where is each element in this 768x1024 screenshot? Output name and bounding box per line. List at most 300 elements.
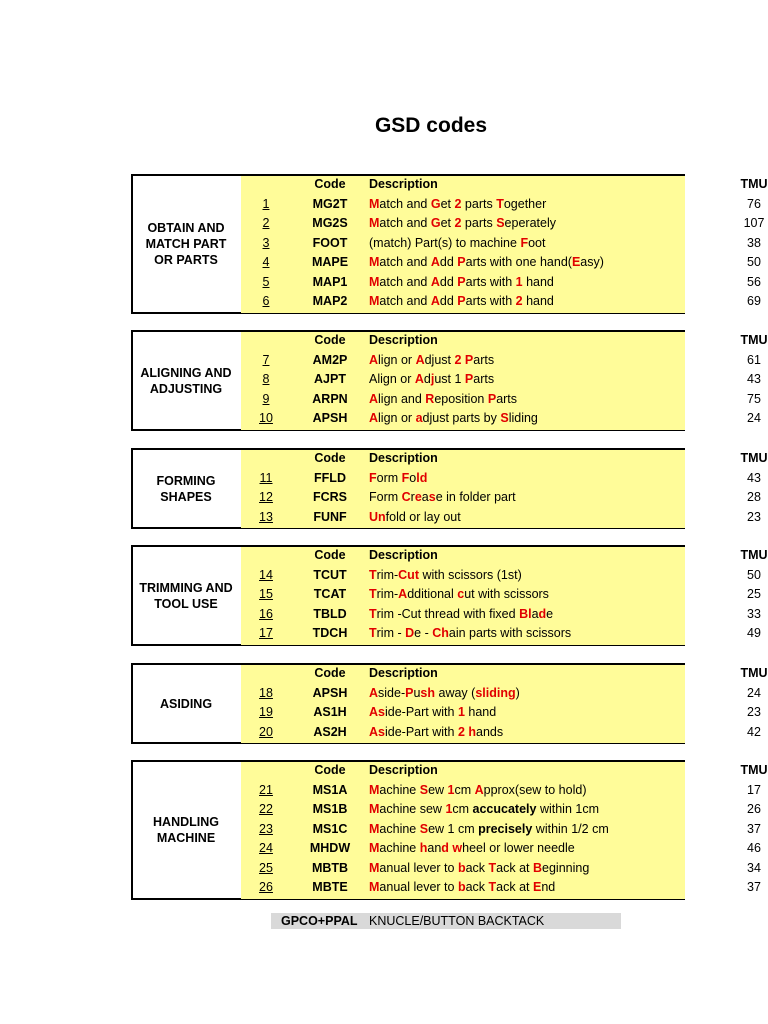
table-row xyxy=(241,195,761,214)
description-text: arts with one hand( xyxy=(465,255,572,269)
row-code: MBTB xyxy=(311,861,349,875)
group-label-line: TRIMMING AND xyxy=(139,581,233,595)
description-text: djust parts by xyxy=(422,411,501,425)
row-description xyxy=(369,510,461,524)
row-description xyxy=(369,275,554,289)
highlight-letter: M xyxy=(369,197,380,211)
highlight-letter: P xyxy=(457,275,466,289)
row-description xyxy=(369,568,522,582)
highlight-letter: M xyxy=(369,275,380,289)
highlight-letter: b xyxy=(457,880,466,894)
description-text: a xyxy=(421,490,429,504)
row-tmu: 25 xyxy=(747,587,761,601)
row-tmu: 24 xyxy=(747,411,761,425)
description-text: u xyxy=(413,686,421,700)
row-description xyxy=(369,392,517,406)
table-row xyxy=(241,800,761,819)
row-tmu: 23 xyxy=(747,510,761,524)
highlight-letter: d xyxy=(538,607,547,621)
description-text: ew xyxy=(428,783,448,797)
row-code: FCRS xyxy=(312,490,348,504)
description-text: ack at xyxy=(496,861,533,875)
highlight-letter: D xyxy=(405,626,415,640)
highlight-letter: S xyxy=(419,822,429,836)
row-number-link[interactable]: 15 xyxy=(259,587,273,601)
group-label xyxy=(131,814,241,846)
row-code: AM2P xyxy=(312,353,348,367)
table-row xyxy=(241,703,761,722)
row-tmu: 69 xyxy=(747,294,761,308)
group-label xyxy=(131,220,241,268)
group-label-line: MATCH PART xyxy=(145,237,227,251)
group-label-line: OBTAIN AND xyxy=(147,221,225,235)
description-text: achine xyxy=(379,822,420,836)
row-code: MAPE xyxy=(311,255,349,269)
row-number-link[interactable]: 2 xyxy=(262,216,270,230)
row-number-link[interactable]: 20 xyxy=(259,725,273,739)
table-header xyxy=(241,664,768,683)
table-header xyxy=(241,449,768,468)
description-text: anual lever to xyxy=(379,861,458,875)
row-tmu: 42 xyxy=(747,725,761,739)
code-group xyxy=(131,174,768,314)
row-number-link[interactable]: 25 xyxy=(259,861,273,875)
row-code: MAP2 xyxy=(312,294,348,308)
description-text: anual lever to xyxy=(379,880,458,894)
row-code: ARPN xyxy=(312,392,348,406)
description-text: ogether xyxy=(503,197,547,211)
description-text: et xyxy=(440,197,455,211)
highlight-letter: M xyxy=(369,783,380,797)
highlight-letter: M xyxy=(369,802,380,816)
row-code: MS1C xyxy=(312,822,348,836)
highlight-letter: 2 xyxy=(457,725,465,739)
group-label-line: ADJUSTING xyxy=(149,382,223,396)
description-text: ack xyxy=(465,880,489,894)
description-text: within 1/2 cm xyxy=(532,822,609,836)
row-code: MS1B xyxy=(312,802,348,816)
description-text: eperately xyxy=(504,216,556,230)
row-number-link[interactable]: 18 xyxy=(259,686,273,700)
row-code: MS1A xyxy=(312,783,348,797)
row-number-link[interactable]: 12 xyxy=(259,490,273,504)
highlight-letter: c xyxy=(457,587,465,601)
highlight-letter: A xyxy=(414,372,424,386)
table-row xyxy=(241,351,761,370)
description-text: precisely xyxy=(478,822,533,836)
table-row xyxy=(241,859,761,878)
highlight-letter: 1 xyxy=(447,783,455,797)
highlight-letter: A xyxy=(430,294,440,308)
highlight-letter: S xyxy=(500,411,509,425)
table-header xyxy=(241,546,768,565)
row-number-link[interactable]: 7 xyxy=(262,353,270,367)
row-number-link[interactable]: 26 xyxy=(259,880,273,894)
highlight-letter: S xyxy=(419,783,429,797)
row-number-link[interactable]: 14 xyxy=(259,568,273,582)
description-text: parts xyxy=(461,197,497,211)
row-code: TBLD xyxy=(313,607,347,621)
description-text: ands xyxy=(476,725,504,739)
table-row xyxy=(241,390,761,409)
description-text: heel or lower needle xyxy=(462,841,575,855)
table-row xyxy=(241,409,761,428)
group-label-line: MACHINE xyxy=(156,831,216,845)
description-text: achine xyxy=(379,783,420,797)
table-header xyxy=(241,331,768,350)
highlight-letter: 2 xyxy=(454,353,462,367)
description-text: dd xyxy=(439,275,458,289)
header-code: Code xyxy=(314,763,346,777)
highlight-letter: A xyxy=(369,686,379,700)
description-text: atch and xyxy=(379,216,431,230)
description-text: e xyxy=(546,607,554,621)
description-text: rim -Cut thread with fixed xyxy=(376,607,520,621)
highlight-letter: 2 xyxy=(454,197,462,211)
description-text: d xyxy=(423,372,431,386)
table-row xyxy=(241,292,761,311)
group-label xyxy=(131,365,241,397)
header-description: Description xyxy=(369,177,438,191)
row-number-link[interactable]: 9 xyxy=(262,392,270,406)
header-code: Code xyxy=(314,666,346,680)
table-header xyxy=(241,175,768,194)
header-description: Description xyxy=(369,548,438,562)
highlight-letter: M xyxy=(369,841,380,855)
description-text: dd xyxy=(439,255,458,269)
header-description: Description xyxy=(369,763,438,777)
description-text: ide-Part with xyxy=(384,725,458,739)
row-number-link[interactable]: 1 xyxy=(262,197,270,211)
description-text: ide-Part with xyxy=(384,705,458,719)
highlight-letter: s xyxy=(428,490,436,504)
row-number-link[interactable]: 13 xyxy=(259,510,273,524)
highlight-letter: M xyxy=(369,216,380,230)
description-text: eginning xyxy=(542,861,590,875)
highlight-letter: b xyxy=(457,861,466,875)
highlight-letter: A xyxy=(430,255,440,269)
description-text: arts xyxy=(473,372,495,386)
group-label-line: ALIGNING AND xyxy=(140,366,232,380)
row-tmu: 37 xyxy=(747,822,761,836)
table-row xyxy=(241,605,761,624)
description-text: rim- xyxy=(376,568,399,582)
row-description xyxy=(369,705,496,719)
row-code: FUNF xyxy=(313,510,347,524)
description-text: lign or xyxy=(378,353,416,367)
group-bottom-rule xyxy=(241,899,685,900)
header-tmu: TMU xyxy=(740,666,768,680)
description-text: e - xyxy=(414,626,433,640)
group-bottom-rule xyxy=(241,430,685,431)
description-text: o xyxy=(409,471,417,485)
header-tmu: TMU xyxy=(740,177,768,191)
group-label-line: TOOL USE xyxy=(154,597,218,611)
header-description: Description xyxy=(369,451,438,465)
highlight-letter: 1 xyxy=(445,802,453,816)
table-row xyxy=(241,781,761,800)
table-row xyxy=(241,624,761,643)
description-text: orm xyxy=(376,471,402,485)
highlight-letter: G xyxy=(430,197,441,211)
description-text: hand xyxy=(522,275,554,289)
highlight-letter: F xyxy=(369,471,377,485)
table-row xyxy=(241,508,761,527)
highlight-letter: T xyxy=(369,607,377,621)
group-label xyxy=(131,580,241,612)
table-row xyxy=(241,214,765,233)
highlight-letter: M xyxy=(369,294,380,308)
highlight-letter: M xyxy=(369,880,380,894)
row-description xyxy=(369,783,586,797)
highlight-letter: 2 xyxy=(454,216,462,230)
row-code: MHDW xyxy=(309,841,351,855)
description-text: dditional xyxy=(407,587,458,601)
table-row xyxy=(241,370,761,389)
row-description xyxy=(369,725,503,739)
row-tmu: 56 xyxy=(747,275,761,289)
row-number-link[interactable]: 22 xyxy=(259,802,273,816)
row-code: AS2H xyxy=(313,725,347,739)
description-text: (match) Part(s) to machine xyxy=(369,236,521,250)
row-tmu: 34 xyxy=(747,861,761,875)
row-tmu: 46 xyxy=(747,841,761,855)
table-row xyxy=(241,585,761,604)
group-label xyxy=(131,696,241,712)
row-description xyxy=(369,607,553,621)
highlight-letter: 2 xyxy=(515,294,523,308)
header-description: Description xyxy=(369,333,438,347)
description-text: arts with xyxy=(465,294,516,308)
row-description xyxy=(369,861,589,875)
row-tmu: 43 xyxy=(747,471,761,485)
description-text: oot xyxy=(528,236,546,250)
row-tmu: 17 xyxy=(747,783,761,797)
highlight-letter: A xyxy=(398,587,408,601)
highlight-letter: E xyxy=(571,255,581,269)
row-description xyxy=(369,294,554,308)
header-code: Code xyxy=(314,451,346,465)
highlight-letter: 1 xyxy=(515,275,523,289)
row-number-link[interactable]: 10 xyxy=(259,411,273,425)
row-description xyxy=(369,880,555,894)
description-text: djust xyxy=(424,353,455,367)
description-text: ack xyxy=(465,861,489,875)
row-tmu: 28 xyxy=(747,490,761,504)
description-text: ack at xyxy=(496,880,533,894)
description-text: rim - xyxy=(376,626,406,640)
row-number-link[interactable]: 4 xyxy=(262,255,270,269)
highlight-letter: As xyxy=(369,725,385,739)
highlight-letter: M xyxy=(369,255,380,269)
description-text: achine xyxy=(379,841,420,855)
highlight-letter: T xyxy=(496,197,504,211)
highlight-letter: d xyxy=(441,841,449,855)
highlight-letter: 1 xyxy=(457,705,465,719)
row-code: AJPT xyxy=(314,372,346,386)
table-header xyxy=(241,761,768,780)
footer-row xyxy=(271,913,621,929)
description-text: achine sew xyxy=(379,802,446,816)
table-row xyxy=(241,234,761,253)
description-text: accucately xyxy=(472,802,537,816)
row-number-link[interactable]: 17 xyxy=(259,626,273,640)
row-number-link[interactable]: 24 xyxy=(259,841,273,855)
table-row xyxy=(241,566,761,585)
highlight-letter: sh xyxy=(420,686,436,700)
code-group xyxy=(131,545,768,646)
highlight-letter: E xyxy=(533,880,542,894)
row-number-link[interactable]: 19 xyxy=(259,705,273,719)
highlight-letter: As xyxy=(369,705,385,719)
row-description xyxy=(369,411,538,425)
group-bottom-rule xyxy=(241,645,685,646)
row-number-link[interactable]: 16 xyxy=(259,607,273,621)
table-row xyxy=(241,469,761,488)
row-description xyxy=(369,686,520,700)
row-number-link[interactable]: 21 xyxy=(259,783,273,797)
highlight-letter: T xyxy=(369,568,377,582)
row-number-link[interactable]: 23 xyxy=(259,822,273,836)
row-description xyxy=(369,255,604,269)
description-text: a xyxy=(531,607,539,621)
description-text: dd xyxy=(439,294,458,308)
table-row xyxy=(241,273,761,292)
header-code: Code xyxy=(314,548,346,562)
description-text: away ( xyxy=(435,686,476,700)
highlight-letter: P xyxy=(487,392,497,406)
row-tmu: 75 xyxy=(747,392,761,406)
header-tmu: TMU xyxy=(740,451,768,465)
table-row xyxy=(241,839,761,858)
highlight-letter: R xyxy=(425,392,435,406)
description-text: nd xyxy=(541,880,556,894)
description-text: asy) xyxy=(580,255,604,269)
description-text: Form xyxy=(369,490,402,504)
description-text: ain parts with scissors xyxy=(448,626,572,640)
description-text: liding xyxy=(508,411,538,425)
row-description xyxy=(369,802,599,816)
code-group xyxy=(131,448,768,529)
highlight-letter: Bl xyxy=(519,607,532,621)
header-code: Code xyxy=(314,333,346,347)
description-text: hand xyxy=(522,294,554,308)
table-row xyxy=(241,723,761,742)
highlight-letter: Ch xyxy=(432,626,449,640)
row-number-link[interactable]: 11 xyxy=(259,471,273,485)
table-row xyxy=(241,253,761,272)
row-code: TCUT xyxy=(313,568,347,582)
highlight-letter: T xyxy=(369,626,377,640)
description-text: atch and xyxy=(379,294,431,308)
description-text: within 1cm xyxy=(536,802,599,816)
highlight-letter: F xyxy=(401,471,410,485)
highlight-letter: P xyxy=(464,353,474,367)
row-description xyxy=(369,841,575,855)
row-description xyxy=(369,471,427,485)
description-text: fold or lay out xyxy=(385,510,461,524)
highlight-letter: sliding xyxy=(475,686,516,700)
group-bottom-rule xyxy=(241,313,685,314)
highlight-letter: h xyxy=(419,841,428,855)
description-text: ust 1 xyxy=(434,372,465,386)
description-text: cm xyxy=(454,783,475,797)
row-tmu: 50 xyxy=(747,568,761,582)
row-code: MAP1 xyxy=(312,275,348,289)
row-tmu: 26 xyxy=(747,802,761,816)
row-tmu: 107 xyxy=(743,216,765,230)
description-text: ut with scissors xyxy=(464,587,549,601)
description-text: lign or xyxy=(378,411,416,425)
description-text: Align or xyxy=(369,372,415,386)
description-text: cm xyxy=(452,802,473,816)
row-number-link[interactable]: 3 xyxy=(262,236,270,250)
highlight-letter: h xyxy=(468,725,477,739)
row-tmu: 43 xyxy=(747,372,761,386)
highlight-letter: Un xyxy=(369,510,386,524)
description-text: rim- xyxy=(376,587,399,601)
row-number-link[interactable]: 6 xyxy=(262,294,270,308)
description-text: atch and xyxy=(379,197,431,211)
code-group xyxy=(131,663,768,744)
description-text: atch and xyxy=(379,255,431,269)
description-text: e in folder part xyxy=(435,490,516,504)
table-row xyxy=(241,820,761,839)
row-code: MG2S xyxy=(312,216,348,230)
highlight-letter: C xyxy=(401,490,411,504)
description-text: an xyxy=(427,841,442,855)
row-code: MG2T xyxy=(312,197,348,211)
description-text: r xyxy=(410,490,415,504)
row-code: APSH xyxy=(312,686,348,700)
highlight-letter: M xyxy=(369,861,380,875)
highlight-letter: j xyxy=(430,372,435,386)
row-description xyxy=(369,353,494,367)
description-text: side- xyxy=(378,686,406,700)
header-code: Code xyxy=(314,177,346,191)
group-label-line: HANDLING xyxy=(153,815,219,829)
row-code: FOOT xyxy=(312,236,348,250)
code-group xyxy=(131,330,768,431)
highlight-letter: B xyxy=(533,861,543,875)
description-text: atch and xyxy=(379,275,431,289)
header-tmu: TMU xyxy=(740,548,768,562)
row-tmu: 23 xyxy=(747,705,761,719)
row-code: FFLD xyxy=(314,471,346,485)
header-tmu: TMU xyxy=(740,333,768,347)
row-tmu: 61 xyxy=(747,353,761,367)
highlight-letter: l xyxy=(416,471,420,485)
page-title: GSD codes xyxy=(374,114,488,137)
row-number-link[interactable]: 5 xyxy=(262,275,270,289)
row-number-link[interactable]: 8 xyxy=(262,372,270,386)
highlight-letter: G xyxy=(430,216,441,230)
description-text: parts xyxy=(461,216,497,230)
row-tmu: 24 xyxy=(747,686,761,700)
row-tmu: 49 xyxy=(747,626,761,640)
description-text: arts xyxy=(473,353,495,367)
group-label-line: SHAPES xyxy=(160,490,212,504)
row-description xyxy=(369,197,546,211)
highlight-letter: d xyxy=(419,471,428,485)
footer-code: GPCO+PPAL xyxy=(281,914,358,928)
highlight-letter: P xyxy=(457,255,466,269)
row-tmu: 33 xyxy=(747,607,761,621)
header-tmu: TMU xyxy=(740,763,768,777)
highlight-letter: T xyxy=(369,587,377,601)
highlight-letter: T xyxy=(488,861,497,875)
group-label-line: FORMING xyxy=(156,474,216,488)
